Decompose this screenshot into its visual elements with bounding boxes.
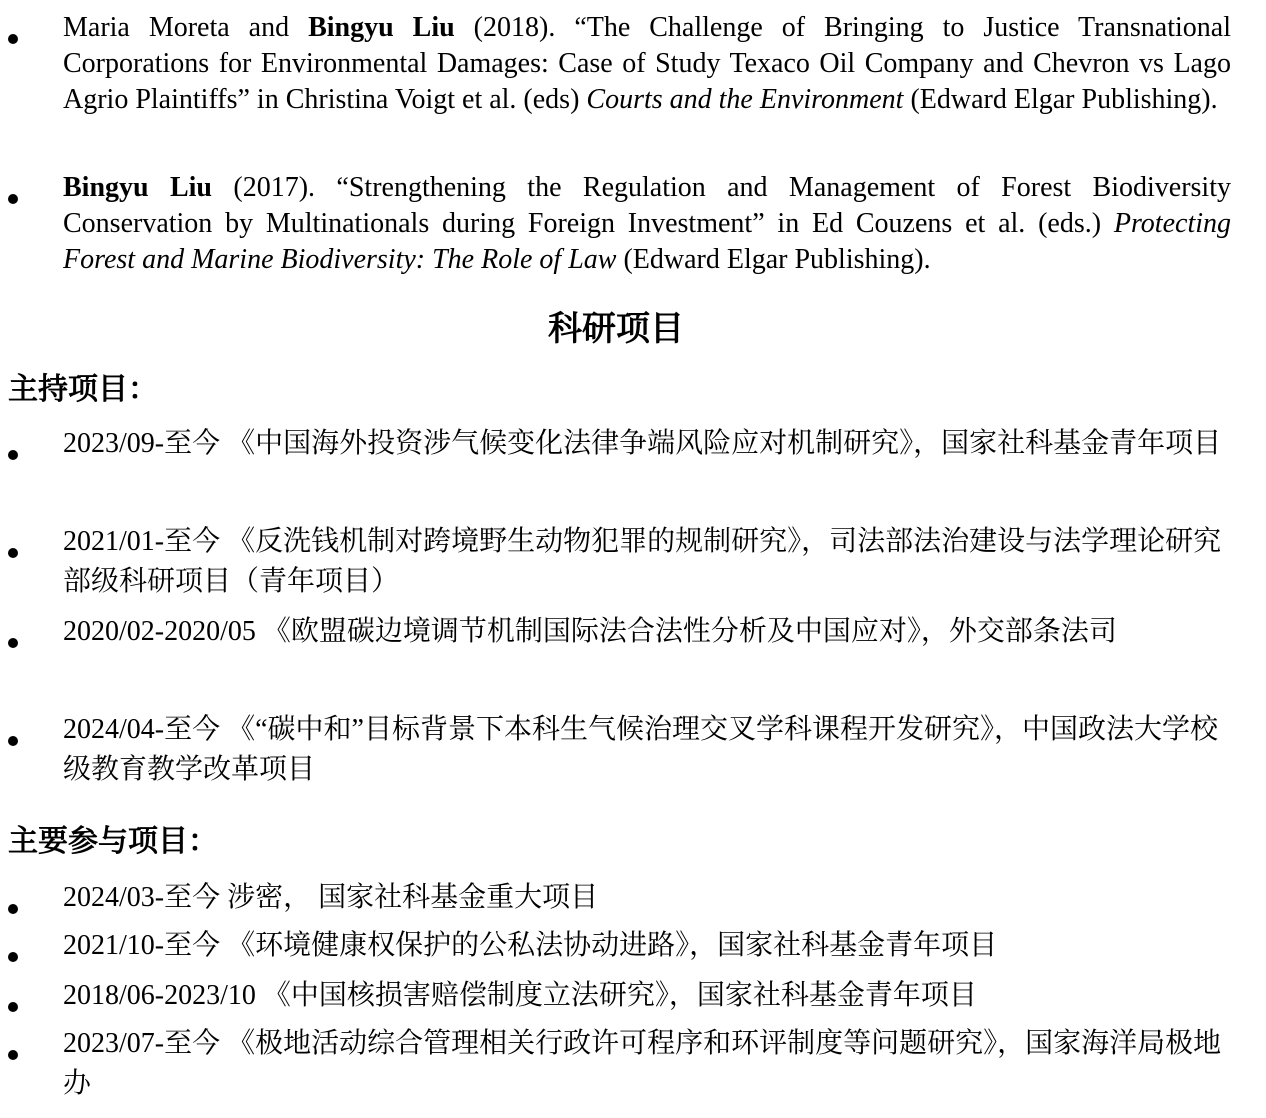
- project-text: 2023/07-至今 《极地活动综合管理相关行政许可程序和环评制度等问题研究》，国家海洋局极地办: [63, 1028, 1222, 1099]
- section-title: 科研项目: [548, 311, 684, 348]
- project-text: 2020/02-2020/05 《欧盟碳边境调节机制国际法合法性分析及中国应对》，外交部条法司: [63, 616, 1117, 647]
- bullet-icon: [8, 736, 18, 746]
- bullet-icon: [8, 904, 18, 914]
- publication-text: [63, 10, 1231, 118]
- publication-text: [63, 170, 1231, 278]
- publication-authors: Maria Moreta and: [63, 12, 309, 43]
- project-text: 2024/03-至今 涉密， 国家社科基金重大项目: [63, 882, 599, 913]
- publication-publisher: (Edward Elgar Publishing).: [903, 84, 1218, 115]
- publication-book-title: Protecting Forest and Marine Biodiversity: The Role of Law: [63, 208, 1231, 275]
- hosted-projects-heading: 主持项目：: [8, 373, 158, 406]
- project-text: 2021/10-至今 《环境健康权保护的公私法协动进路》，国家社科基金青年项目: [63, 930, 998, 961]
- publication-publisher: (Edward Elgar Publishing).: [616, 244, 931, 275]
- bullet-icon: [8, 1002, 18, 1012]
- publication-author-highlight: Bingyu Liu: [308, 12, 455, 43]
- bullet-icon: [8, 548, 18, 558]
- participated-projects-heading: 主要参与项目：: [8, 825, 218, 858]
- project-text: 2024/04-至今 《“碳中和”目标背景下本科生气候治理交叉学科课程开发研究》，中国政法大学校级教育教学改革项目: [63, 714, 1218, 785]
- bullet-icon: [8, 1050, 18, 1060]
- project-text: 2021/01-至今 《反洗钱机制对跨境野生动物犯罪的规制研究》，司法部法治建设与法学理论研究部级科研项目（青年项目）: [63, 526, 1222, 597]
- bullet-icon: [8, 450, 18, 460]
- publication-author-highlight: Bingyu Liu: [63, 172, 213, 203]
- project-text: 2023/09-至今 《中国海外投资涉气候变化法律争端风险应对机制研究》，国家社科基金青年项目: [63, 428, 1222, 459]
- bullet-icon: [8, 638, 18, 648]
- bullet-icon: [8, 194, 18, 204]
- bullet-icon: [8, 952, 18, 962]
- bullet-icon: [8, 34, 18, 44]
- project-text: 2018/06-2023/10 《中国核损害赔偿制度立法研究》，国家社科基金青年项目: [63, 980, 977, 1011]
- publication-title: (2017). “Strengthening the Regulation and Management of Forest Biodiversity Conservation by Multinationals during Foreign Investment” in Ed Couzens et al. (eds.): [63, 172, 1231, 239]
- publication-book-title: Courts and the Environment: [586, 84, 904, 115]
- publication-title: (2018). “The Challenge of Bringing to Justice Transnational Corporations for Environmental Damages: Case of Study Texaco Oil Company and Chevron vs Lago Agrio Plaintiffs” in Christina Voigt et al. (eds): [63, 12, 1231, 115]
